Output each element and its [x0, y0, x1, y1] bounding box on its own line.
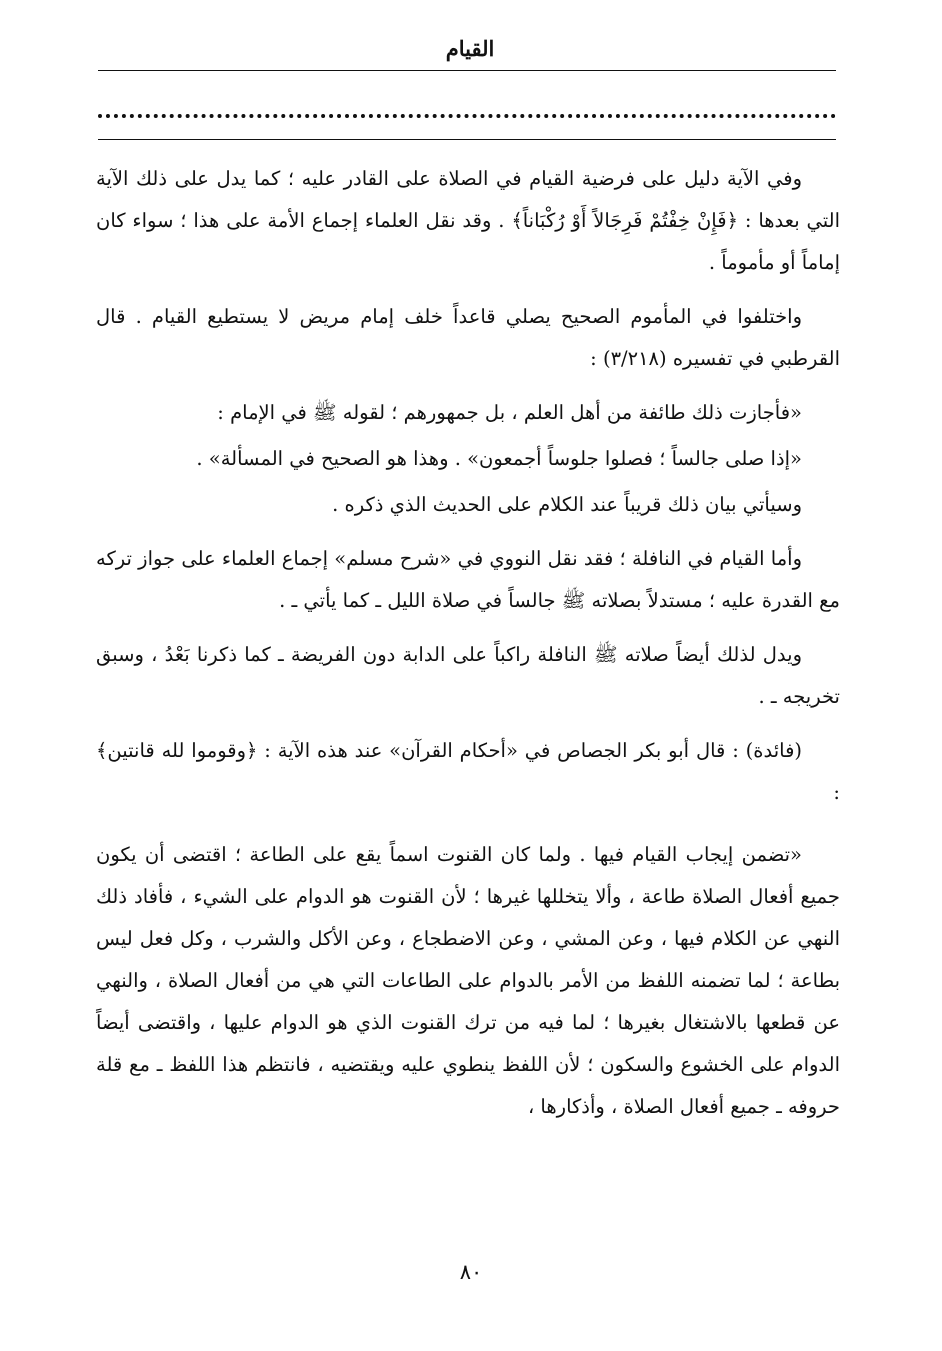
page-body — [96, 158, 840, 1128]
running-header-title: القيام — [445, 36, 495, 61]
paragraph-jassas-quote: «تضمن إيجاب القيام فيها . ولما كان القنوت اسماً يقع على الطاعة ؛ اقتضى أن يكون جميع أفعال الصلاة طاعة ، وألا يتخللها غيرها ؛ لأن القنوت هو الدوام على الشيء ، فأفاد ذلك النهي عن الكلام فيها ، وعن المشي ، وعن الاضطجاع ، وعن الأكل والشرب ، وكل فعل ليس بطاعة ؛ لما تضمنه اللفظ من الأمر بالدوام على الطاعات التي هي من أفعال الصلاة ، والنهي عن قطعها بالاشتغال بغيرها ؛ لما فيه من ترك القنوت الذي هو الدوام عليها ، واقتضى أيضاً الدوام على الخشوع والسكون ؛ لأن اللفظ ينطوي عليه ويقتضيه ، فانتظم هذا اللفظ ـ مع قلة حروفه ـ جميع أفعال الصلاة ، وأذكارها ، — [96, 843, 840, 1118]
paragraph-quote-start: «فأجازت ذلك طائفة من أهل العلم ، بل جمهورهم ؛ لقوله ﷺ في الإمام : — [217, 401, 802, 424]
paragraph-later-explanation: وسيأتي بيان ذلك قريباً عند الكلام على الحديث الذي ذكره . — [332, 493, 802, 516]
header-rule — [98, 70, 836, 71]
paragraph-verse-evidence: وفي الآية دليل على فرضية القيام في الصلاة على القادر عليه ؛ كما يدل على ذلك الآية التي بعدها : ﴿فَإِنْ خِفْتُمْ فَرِجَالاً أَوْ رُكْبَاناً﴾ . وقد نقل العلماء إجماع الأمة على هذا ؛ سواء كان إماماً أو مأموماً . — [96, 167, 840, 274]
page-number: ٨٠ — [459, 1260, 483, 1284]
paragraph-disagreement: واختلفوا في المأموم الصحيح يصلي قاعداً خلف إمام مريض لا يستطيع القيام . قال القرطبي في تفسيره (٣/٢١٨) : — [96, 305, 840, 370]
separator-rule — [98, 139, 836, 140]
paragraph-quote-hadith: «إذا صلى جالساً ؛ فصلوا جلوساً أجمعون» . وهذا هو الصحيح في المسألة» . — [196, 447, 802, 470]
paragraph-benefit: (فائدة) : قال أبو بكر الجصاص في «أحكام القرآن» عند هذه الآية : ﴿وقوموا لله قانتين﴾ : — [96, 739, 840, 804]
dotted-separator — [98, 114, 836, 118]
paragraph-riding-prayer: ويدل لذلك أيضاً صلاته ﷺ النافلة راكباً على الدابة دون الفريضة ـ كما ذكرنا بَعْدُ ، وسبق تخريجه ـ . — [96, 643, 840, 708]
paragraph-voluntary-prayer: وأما القيام في النافلة ؛ فقد نقل النووي في «شرح مسلم» إجماع العلماء على جواز تركه مع القدرة عليه ؛ مستدلاً بصلاته ﷺ جالساً في صلاة الليل ـ كما يأتي ـ . — [96, 547, 840, 612]
